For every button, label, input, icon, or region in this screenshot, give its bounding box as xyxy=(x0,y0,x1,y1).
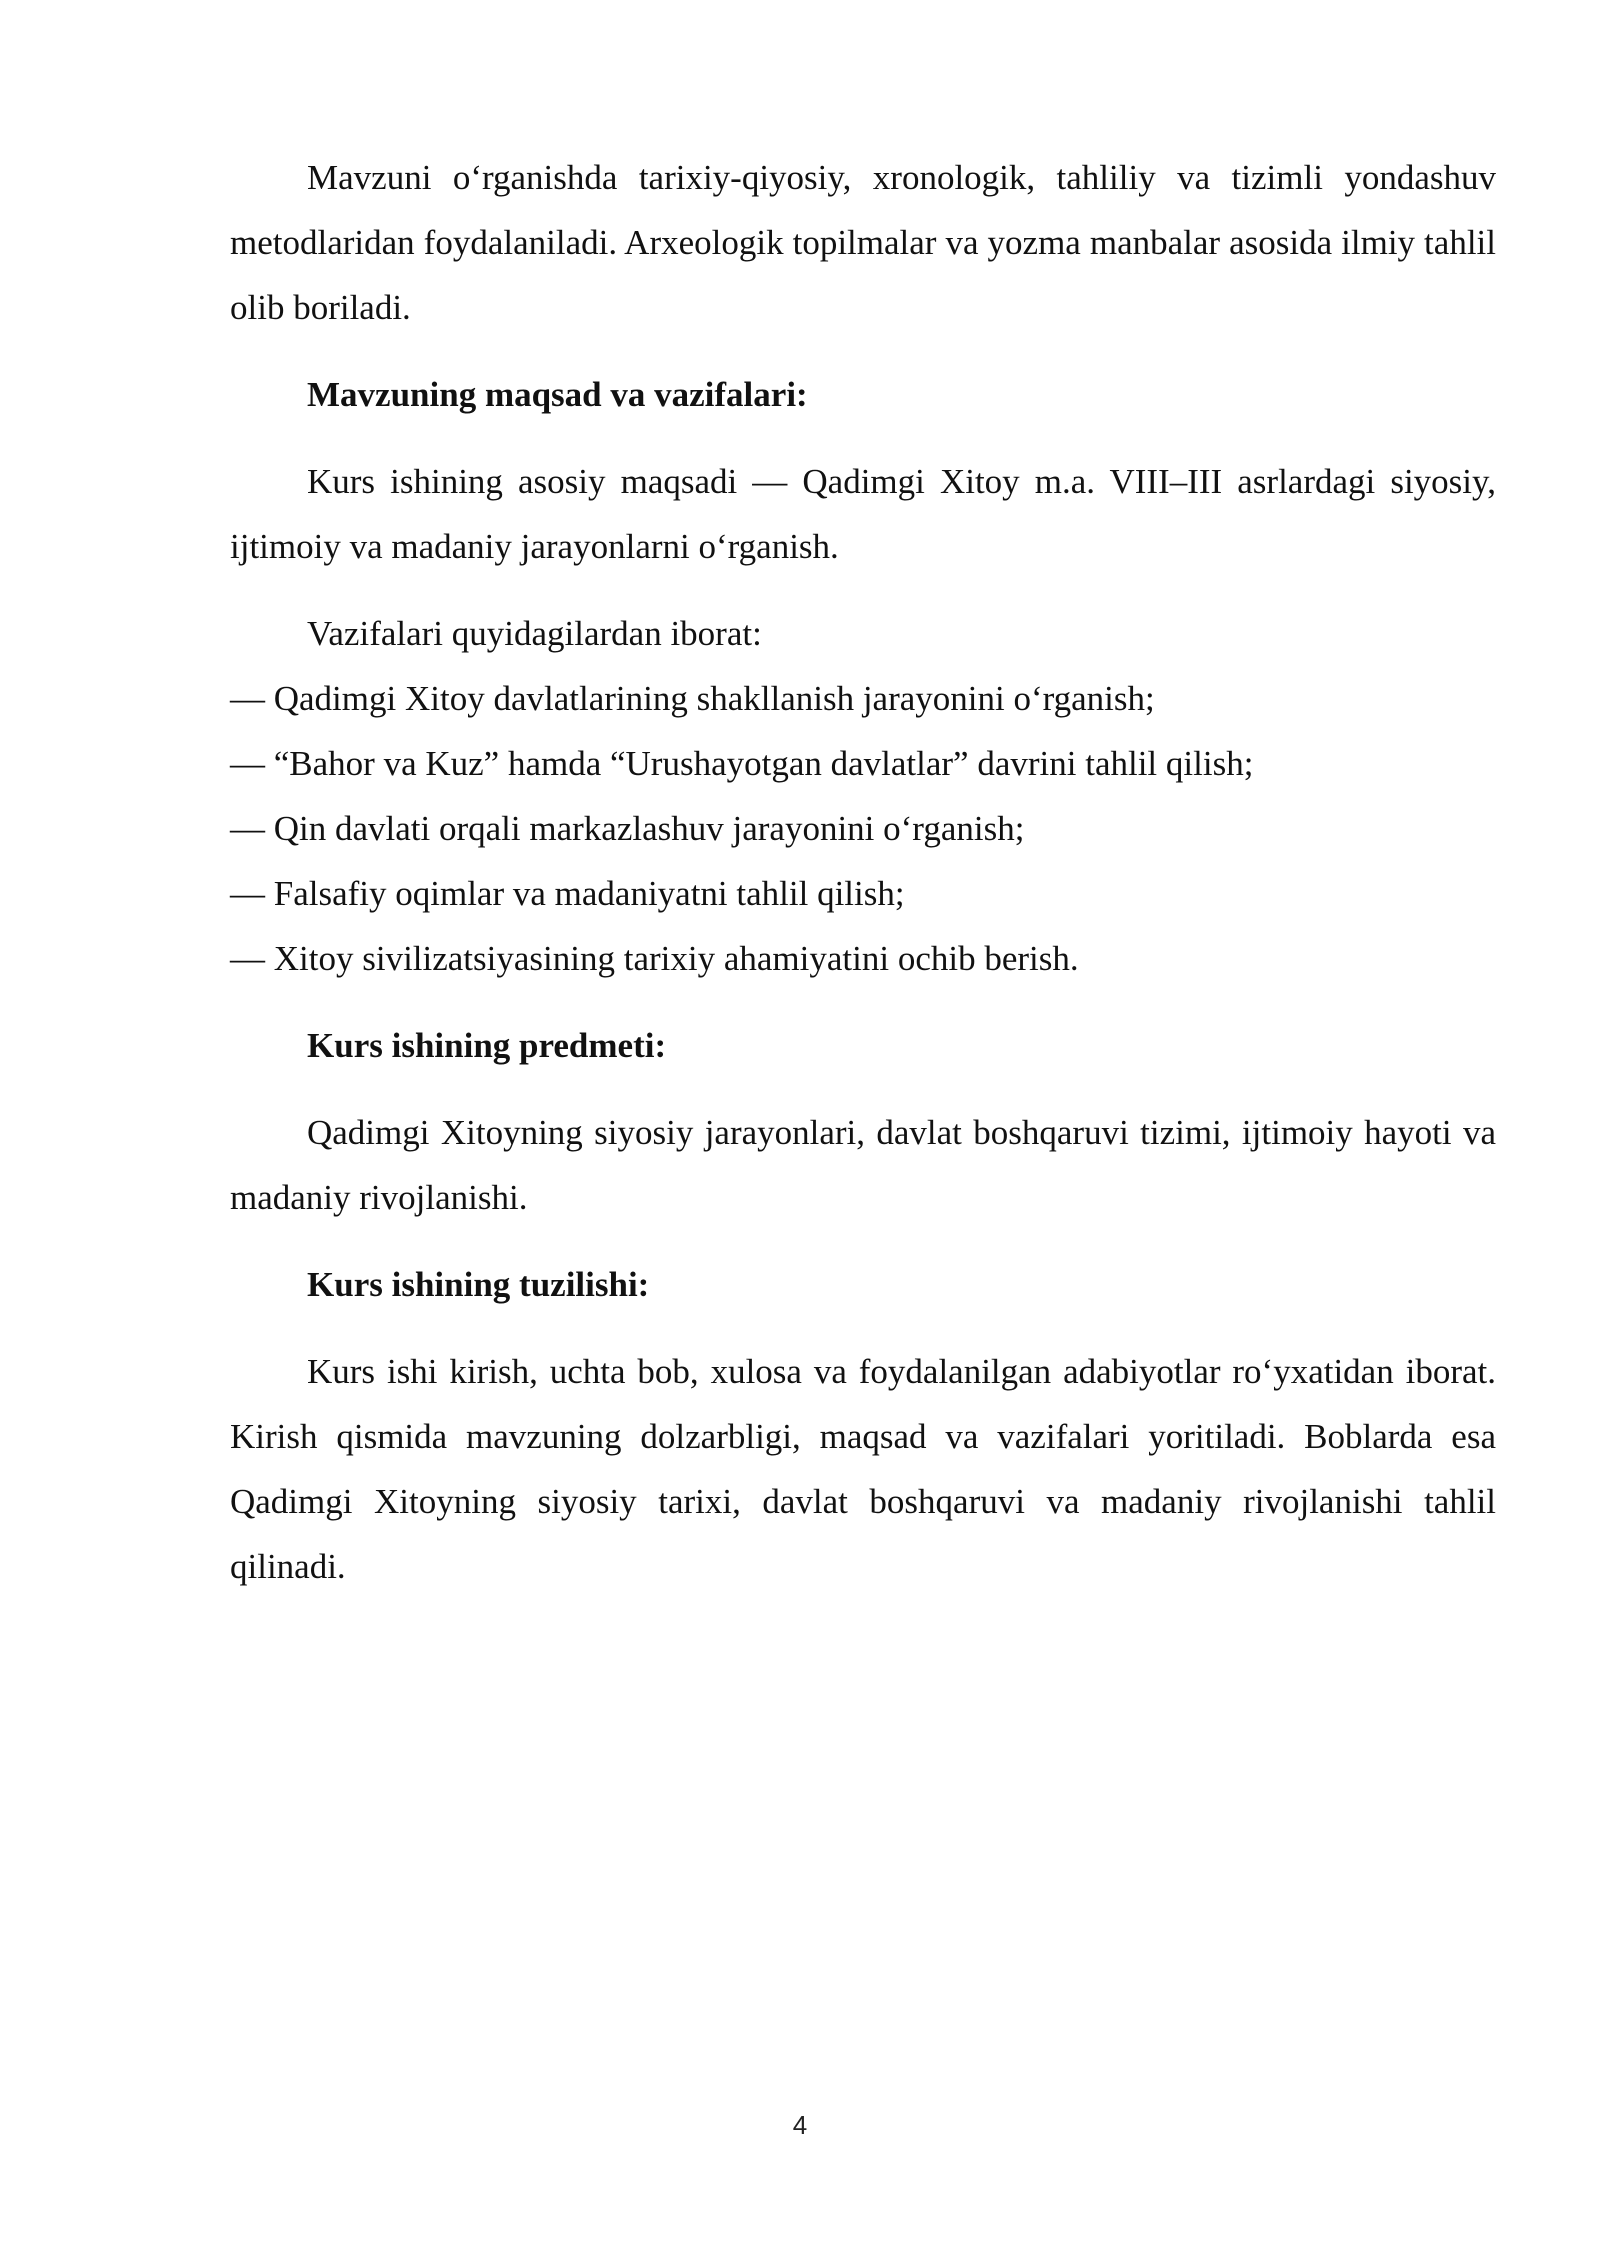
page-body xyxy=(230,145,1496,1599)
subject-heading: Kurs ishining predmeti: xyxy=(307,1026,667,1065)
goals-heading: Mavzuning maqsad va vazifalari: xyxy=(307,375,808,414)
goals-paragraph: Kurs ishining asosiy maqsadi — Qadimgi Xitoy m.a. VIII–III asrlardagi siyosiy, ijtimoiy va madaniy jarayonlarni o‘rganish. xyxy=(230,462,1496,566)
task-item: — Xitoy sivilizatsiyasining tarixiy ahamiyatini ochib berish. xyxy=(230,939,1079,978)
structure-paragraph: Kurs ishi kirish, uchta bob, xulosa va foydalanilgan adabiyotlar ro‘yxatidan iborat. Kirish qismida mavzuning dolzarbligi, maqsad va vazifalari yoritiladi. Boblarda esa Qadimgi Xitoyning siyosiy tarixi, davlat boshqaruvi va madaniy rivojlanishi tahlil qilinadi. xyxy=(230,1352,1496,1586)
tasks-intro: Vazifalari quyidagilardan iborat: xyxy=(307,614,762,653)
task-item: — Qadimgi Xitoy davlatlarining shakllanish jarayonini o‘rganish; xyxy=(230,679,1155,718)
task-item: — Qin davlati orqali markazlashuv jarayonini o‘rganish; xyxy=(230,809,1025,848)
page-number: 4 xyxy=(792,2110,808,2140)
structure-heading: Kurs ishining tuzilishi: xyxy=(307,1265,650,1304)
task-item: — “Bahor va Kuz” hamda “Urushayotgan davlatlar” davrini tahlil qilish; xyxy=(230,744,1254,783)
tasks-list xyxy=(230,666,1496,991)
intro-paragraph: Mavzuni o‘rganishda tarixiy-qiyosiy, xronologik, tahliliy va tizimli yondashuv metodlaridan foydalaniladi. Arxeologik topilmalar va yozma manbalar asosida ilmiy tahlil olib boriladi. xyxy=(230,158,1496,327)
subject-paragraph: Qadimgi Xitoyning siyosiy jarayonlari, davlat boshqaruvi tizimi, ijtimoiy hayoti va madaniy rivojlanishi. xyxy=(230,1113,1496,1217)
task-item: — Falsafiy oqimlar va madaniyatni tahlil qilish; xyxy=(230,874,905,913)
